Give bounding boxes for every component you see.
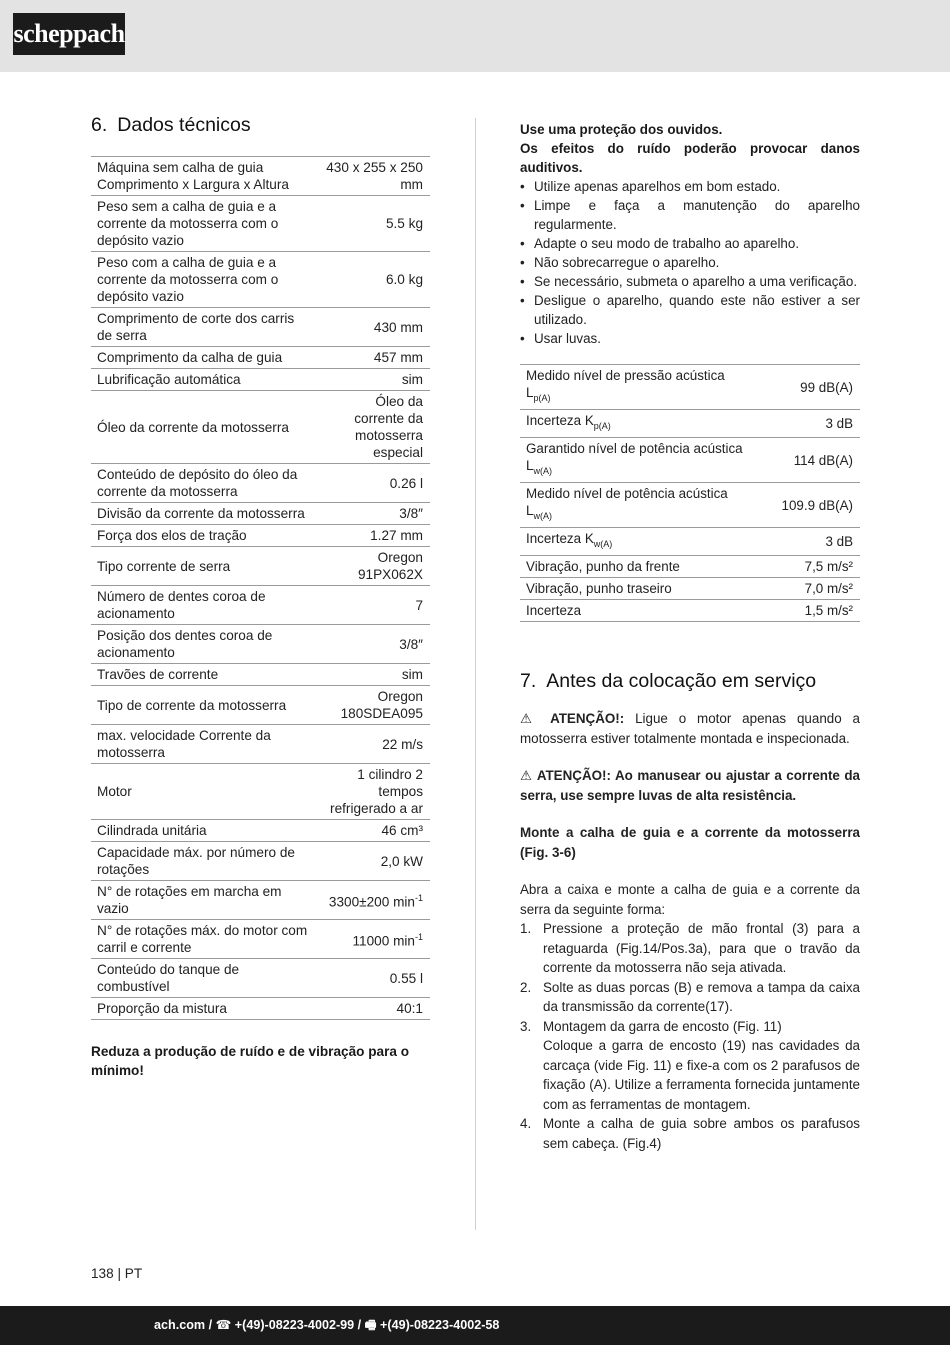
spec-value bbox=[317, 369, 430, 391]
spec-row bbox=[91, 820, 430, 842]
noise-symbol: L bbox=[526, 458, 534, 473]
spec-label: Capacidade máx. por número de rotações bbox=[91, 842, 317, 881]
brand-logo: scheppach bbox=[13, 13, 125, 55]
noise-symbol-subscript: w(A) bbox=[533, 466, 552, 476]
spec-row bbox=[91, 686, 430, 725]
step-detail-text: Coloque a garra de encosto (19) nas cavidades da carcaça (vide Fig. 11) e fixe-a com os 2 parafusos de fixação (A). Utilize a ferramenta fornecida juntamente com as ferramentas de montagem. bbox=[543, 1038, 860, 1112]
noise-row bbox=[520, 600, 860, 622]
spec-row bbox=[91, 998, 430, 1020]
footer-contact: ach.com / ☎ +(49)-08223-4002-99 / 🖷 +(49)-08223-4002-58 bbox=[154, 1318, 500, 1332]
spec-label: Travões de corrente bbox=[91, 664, 317, 686]
spec-row bbox=[91, 625, 430, 664]
bullet-item: • Limpe e faça a manutenção do aparelho regularmente. bbox=[520, 196, 860, 234]
right-column bbox=[520, 120, 860, 1153]
section-title-text: Dados técnicos bbox=[117, 114, 251, 136]
step-number: 2. bbox=[520, 979, 532, 995]
spec-row bbox=[91, 196, 430, 252]
spec-value bbox=[317, 196, 430, 252]
mount-steps-list bbox=[520, 919, 860, 1153]
noise-label-text: Medido nível de pressão acústica bbox=[526, 368, 725, 383]
spec-value-superscript: -1 bbox=[414, 892, 423, 903]
spec-value bbox=[317, 998, 430, 1020]
spec-value bbox=[317, 252, 430, 308]
spec-row bbox=[91, 308, 430, 347]
bullet-item: • Desligue o aparelho, quando este não estiver a ser utilizado. bbox=[520, 291, 860, 329]
spec-label: Comprimento de corte dos carris de serra bbox=[91, 308, 317, 347]
bullet-item: • Não sobrecarregue o aparelho. bbox=[520, 253, 860, 272]
spec-value-text: 0.26 l bbox=[389, 475, 423, 491]
spec-value-text: 430 x 255 x 250 mm bbox=[326, 160, 423, 192]
spec-label: max. velocidade Corrente da motosserra bbox=[91, 725, 317, 764]
noise-label bbox=[520, 365, 768, 410]
safety-bullet-list bbox=[520, 177, 860, 348]
spec-value bbox=[317, 664, 430, 686]
noise-vibration-table bbox=[520, 364, 860, 622]
spec-value-text: Oregon 91PX062X bbox=[357, 550, 423, 582]
spec-value-text: 11000 min bbox=[352, 933, 415, 949]
noise-label bbox=[520, 410, 768, 438]
spec-value bbox=[317, 347, 430, 369]
spec-value bbox=[317, 725, 430, 764]
spec-value-text: 7 bbox=[415, 597, 423, 613]
step-number: 1. bbox=[520, 921, 532, 936]
spec-row bbox=[91, 464, 430, 503]
noise-symbol-subscript: w(A) bbox=[593, 539, 613, 549]
spec-label: Cilindrada unitária bbox=[91, 820, 317, 842]
warning-triangle-icon: ⚠ bbox=[520, 768, 533, 783]
spec-value bbox=[317, 157, 430, 196]
noise-label bbox=[520, 528, 768, 556]
noise-symbol: L bbox=[526, 503, 534, 518]
noise-symbol: L bbox=[526, 385, 534, 400]
page-number: 138 | PT bbox=[91, 1266, 143, 1281]
spec-value bbox=[317, 547, 430, 586]
section-number: 7. bbox=[520, 670, 537, 692]
spec-label: Óleo da corrente da motosserra bbox=[91, 391, 317, 464]
noise-row bbox=[520, 410, 860, 438]
ear-protection-heading: Use uma proteção dos ouvidos. bbox=[520, 122, 723, 137]
spec-row bbox=[91, 525, 430, 547]
spec-value-text: 457 mm bbox=[373, 350, 423, 365]
noise-label-text: Incerteza bbox=[526, 413, 582, 428]
step-text: Montagem da garra de encosto (Fig. 11) bbox=[543, 1018, 782, 1034]
noise-row bbox=[520, 438, 860, 483]
warning-paragraph-1 bbox=[520, 709, 860, 748]
noise-label-text: Garantido nível de potência acústica bbox=[526, 441, 743, 456]
spec-value-text: 0.55 l bbox=[389, 970, 423, 986]
spec-value bbox=[317, 586, 430, 625]
spec-label: Conteúdo de depósito do óleo da corrente da motosserra bbox=[91, 464, 317, 503]
section-title-technical-data bbox=[91, 114, 430, 137]
spec-value-text: 22 m/s bbox=[382, 736, 423, 752]
spec-label: Tipo de corrente da motosserra bbox=[91, 686, 317, 725]
noise-value: 3 dB bbox=[768, 528, 860, 556]
spec-label: Proporção da mistura bbox=[91, 998, 317, 1020]
noise-label-text: Vibração, punho traseiro bbox=[526, 581, 672, 596]
spec-row bbox=[91, 725, 430, 764]
spec-row bbox=[91, 157, 430, 196]
spec-value bbox=[317, 881, 430, 920]
spec-row bbox=[91, 347, 430, 369]
noise-value: 7,5 m/s² bbox=[768, 556, 860, 578]
step-number: 4. bbox=[520, 1116, 532, 1131]
warning-label: ATENÇÃO!: bbox=[536, 768, 611, 783]
noise-damage-warning: Os efeitos do ruído poderão provocar danos auditivos. bbox=[520, 141, 860, 175]
bullet-item: • Adapte o seu modo de trabalho ao aparelho. bbox=[520, 234, 860, 253]
noise-row bbox=[520, 578, 860, 600]
spec-value bbox=[317, 764, 430, 820]
spec-label: Comprimento da calha de guia bbox=[91, 347, 317, 369]
spec-row bbox=[91, 881, 430, 920]
bullet-item: • Usar luvas. bbox=[520, 329, 860, 348]
step-text: Monte a calha de guia sobre ambos os parafusos sem cabeça. (Fig.4) bbox=[543, 1116, 860, 1151]
spec-value bbox=[317, 920, 430, 959]
noise-label bbox=[520, 578, 768, 600]
spec-value bbox=[317, 625, 430, 664]
noise-row bbox=[520, 528, 860, 556]
spec-row bbox=[91, 920, 430, 959]
spec-value bbox=[317, 308, 430, 347]
noise-label bbox=[520, 600, 768, 622]
spec-label: Conteúdo do tanque de combustível bbox=[91, 959, 317, 998]
noise-value: 99 dB(A) bbox=[768, 365, 860, 410]
spec-value bbox=[317, 959, 430, 998]
noise-label bbox=[520, 438, 768, 483]
spec-value-text: 2,0 kW bbox=[380, 853, 423, 869]
noise-symbol-subscript: p(A) bbox=[593, 421, 611, 431]
bullet-item: • Utilize apenas aparelhos em bom estado. bbox=[520, 177, 860, 196]
spec-label: Peso sem a calha de guia e a corrente da motosserra com o depósito vazio bbox=[91, 196, 317, 252]
left-column bbox=[91, 114, 430, 1080]
noise-label-text: Vibração, punho da frente bbox=[526, 559, 680, 574]
warning-text: Ligue o motor apenas quando a motosserra estiver totalmente montada e inspecionada. bbox=[520, 711, 860, 746]
spec-value bbox=[317, 820, 430, 842]
noise-symbol: K bbox=[584, 531, 594, 546]
mount-step bbox=[520, 1114, 860, 1153]
page-number-value: 138 bbox=[91, 1266, 114, 1281]
spec-value-text: 1.27 mm bbox=[370, 528, 423, 543]
mount-step bbox=[520, 978, 860, 1017]
spec-value bbox=[317, 464, 430, 503]
noise-label bbox=[520, 483, 768, 528]
noise-row bbox=[520, 365, 860, 410]
step-text: Pressione a proteção de mão frontal (3) para a retaguarda (Fig.14/Pos.3a), para que o travão da corrente da motosserra não seja ativada. bbox=[543, 921, 860, 975]
step-text: Solte as duas porcas (B) e remova a tampa da caixa da transmissão da corrente(17). bbox=[543, 979, 860, 1014]
spec-value bbox=[317, 503, 430, 525]
page-language: PT bbox=[124, 1266, 143, 1281]
bullet-item: • Se necessário, submeta o aparelho a uma verificação. bbox=[520, 272, 860, 291]
noise-symbol: K bbox=[584, 413, 594, 428]
spec-row bbox=[91, 369, 430, 391]
noise-value: 109.9 dB(A) bbox=[768, 483, 860, 528]
noise-symbol-subscript: w(A) bbox=[533, 511, 552, 521]
spec-row bbox=[91, 586, 430, 625]
noise-symbol-subscript: p(A) bbox=[533, 393, 551, 403]
technical-data-table bbox=[91, 156, 430, 1020]
section-number: 6. bbox=[91, 114, 108, 136]
warning-triangle-icon: ⚠ bbox=[520, 711, 540, 726]
spec-row bbox=[91, 959, 430, 998]
noise-row bbox=[520, 483, 860, 528]
spec-label: Lubrificação automática bbox=[91, 369, 317, 391]
spec-value-text: 6.0 kg bbox=[385, 272, 423, 287]
noise-label bbox=[520, 556, 768, 578]
spec-value bbox=[317, 391, 430, 464]
spec-value-text: 3/8″ bbox=[399, 636, 423, 652]
warning-paragraph-2 bbox=[520, 766, 860, 805]
noise-label-text: Incerteza bbox=[526, 531, 582, 546]
spec-label: Força dos elos de tração bbox=[91, 525, 317, 547]
header-band bbox=[0, 0, 950, 72]
noise-value: 7,0 m/s² bbox=[768, 578, 860, 600]
spec-value-text: sim bbox=[401, 667, 423, 682]
noise-label-text: Medido nível de potência acústica bbox=[526, 486, 728, 501]
noise-reduction-note: Reduza a produção de ruído e de vibração para o mínimo! bbox=[91, 1044, 410, 1078]
spec-label: Motor bbox=[91, 764, 317, 820]
spec-value-text: 3/8″ bbox=[399, 506, 423, 521]
mount-step bbox=[520, 919, 860, 978]
spec-row bbox=[91, 664, 430, 686]
spec-label: Peso com a calha de guia e a corrente da motosserra com o depósito vazio bbox=[91, 252, 317, 308]
column-divider bbox=[475, 118, 476, 1230]
mount-heading: Monte a calha de guia e a corrente da motosserra (Fig. 3-6) bbox=[520, 825, 860, 860]
spec-value-text: 1 cilindro 2 tempos refrigerado a ar bbox=[330, 767, 423, 816]
spec-row bbox=[91, 547, 430, 586]
mount-step bbox=[520, 1017, 860, 1115]
noise-row bbox=[520, 556, 860, 578]
spec-label: Tipo corrente de serra bbox=[91, 547, 317, 586]
noise-value: 1,5 m/s² bbox=[768, 600, 860, 622]
spec-value-text: sim bbox=[401, 372, 423, 387]
noise-label-text: Incerteza bbox=[526, 603, 582, 618]
warning-text: Ao manusear ou ajustar a corrente da serra, use sempre luvas de alta resistência. bbox=[520, 768, 861, 803]
mount-intro: Abra a caixa e monte a calha de guia e a corrente da serra da seguinte forma: bbox=[520, 882, 860, 917]
noise-value: 3 dB bbox=[768, 410, 860, 438]
spec-row bbox=[91, 391, 430, 464]
noise-value: 114 dB(A) bbox=[768, 438, 860, 483]
spec-row bbox=[91, 764, 430, 820]
spec-label: Divisão da corrente da motosserra bbox=[91, 503, 317, 525]
spec-value bbox=[317, 686, 430, 725]
spec-row bbox=[91, 842, 430, 881]
spec-label: Máquina sem calha de guia Comprimento x Largura x Altura bbox=[91, 157, 317, 196]
spec-label: N° de rotações em marcha em vazio bbox=[91, 881, 317, 920]
spec-row bbox=[91, 503, 430, 525]
spec-value-text: Óleo da corrente da motosserra especial bbox=[354, 394, 423, 460]
spec-value-text: 40:1 bbox=[396, 1001, 423, 1016]
spec-value bbox=[317, 525, 430, 547]
section-title-before-use bbox=[520, 670, 860, 693]
section-title-text: Antes da colocação em serviço bbox=[546, 670, 817, 692]
spec-label: Posição dos dentes coroa de acionamento bbox=[91, 625, 317, 664]
spec-value-text: 3300±200 min bbox=[328, 894, 415, 910]
spec-value-superscript: -1 bbox=[414, 931, 423, 942]
spec-label: N° de rotações máx. do motor com carril e corrente bbox=[91, 920, 317, 959]
spec-value-text: 5.5 kg bbox=[385, 216, 423, 231]
spec-label: Número de dentes coroa de acionamento bbox=[91, 586, 317, 625]
spec-value-text: 430 mm bbox=[373, 319, 423, 335]
spec-value-text: 46 cm³ bbox=[381, 823, 423, 838]
spec-value-text: Oregon 180SDEA095 bbox=[340, 689, 423, 721]
step-number: 3. bbox=[520, 1018, 532, 1034]
spec-row bbox=[91, 252, 430, 308]
warning-label: ATENÇÃO!: bbox=[550, 711, 625, 726]
spec-value bbox=[317, 842, 430, 881]
